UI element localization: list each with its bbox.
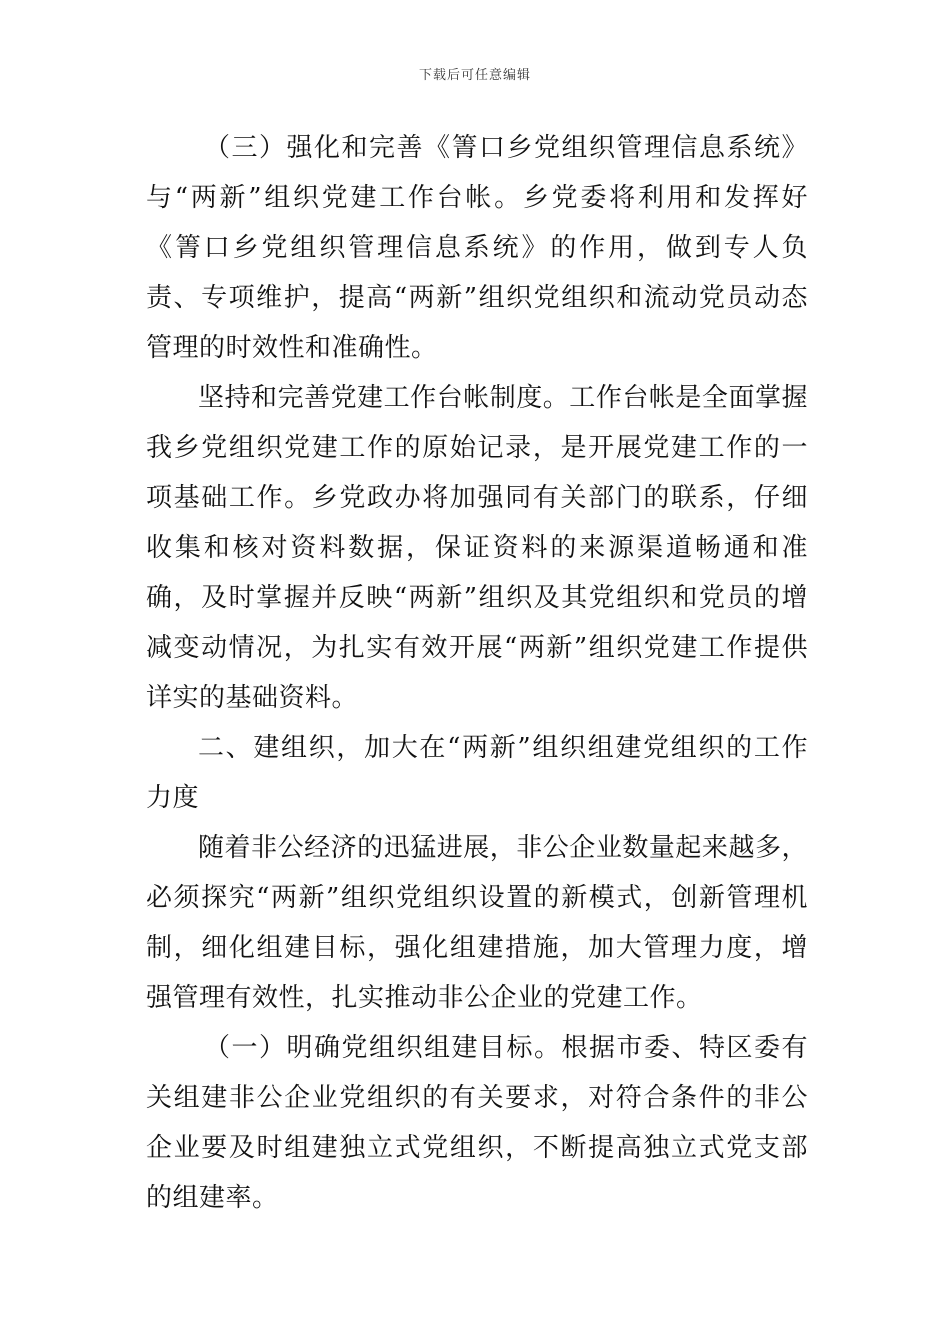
document-body <box>146 123 808 1223</box>
paragraph-ledger-system: 坚持和完善党建工作台帐制度。工作台帐是全面掌握我乡党组织党建工作的原始记录，是开展党建工作的一项基础工作。乡党政办将加强同有关部门的联系，仔细收集和核对资料数据，保证资料的来源渠道畅通和准确，及时掌握并反映“两新”组织及其党组织和党员的增减变动情况，为扎实有效开展“两新”组织党建工作提供详实的基础资料。 <box>146 383 808 713</box>
page-header: 下载后可任意编辑 <box>418 68 531 83</box>
paragraph-nonpublic-economy: 随着非公经济的迅猛进展，非公企业数量起来越多，必须探究“两新”组织党组织设置的新模式，创新管理机制，细化组建目标，强化组建措施，加大管理力度，增强管理有效性，扎实推动非公企业的党建工作。 <box>146 833 808 1013</box>
paragraph-section-three: （三）强化和完善《箐口乡党组织管理信息系统》与“两新”组织党建工作台帐。乡党委将利用和发挥好《箐口乡党组织管理信息系统》的作用，做到专人负责、专项维护，提高“两新”组织党组织和流动党员动态管理的时效性和准确性。 <box>146 133 808 363</box>
section-heading-two: 二、建组织，加大在“两新”组织组建党组织的工作力度 <box>146 733 808 813</box>
paragraph-subsection-one: （一）明确党组织组建目标。根据市委、特区委有关组建非公企业党组织的有关要求，对符合条件的非公企业要及时组建独立式党组织，不断提高独立式党支部的组建率。 <box>146 1033 808 1213</box>
